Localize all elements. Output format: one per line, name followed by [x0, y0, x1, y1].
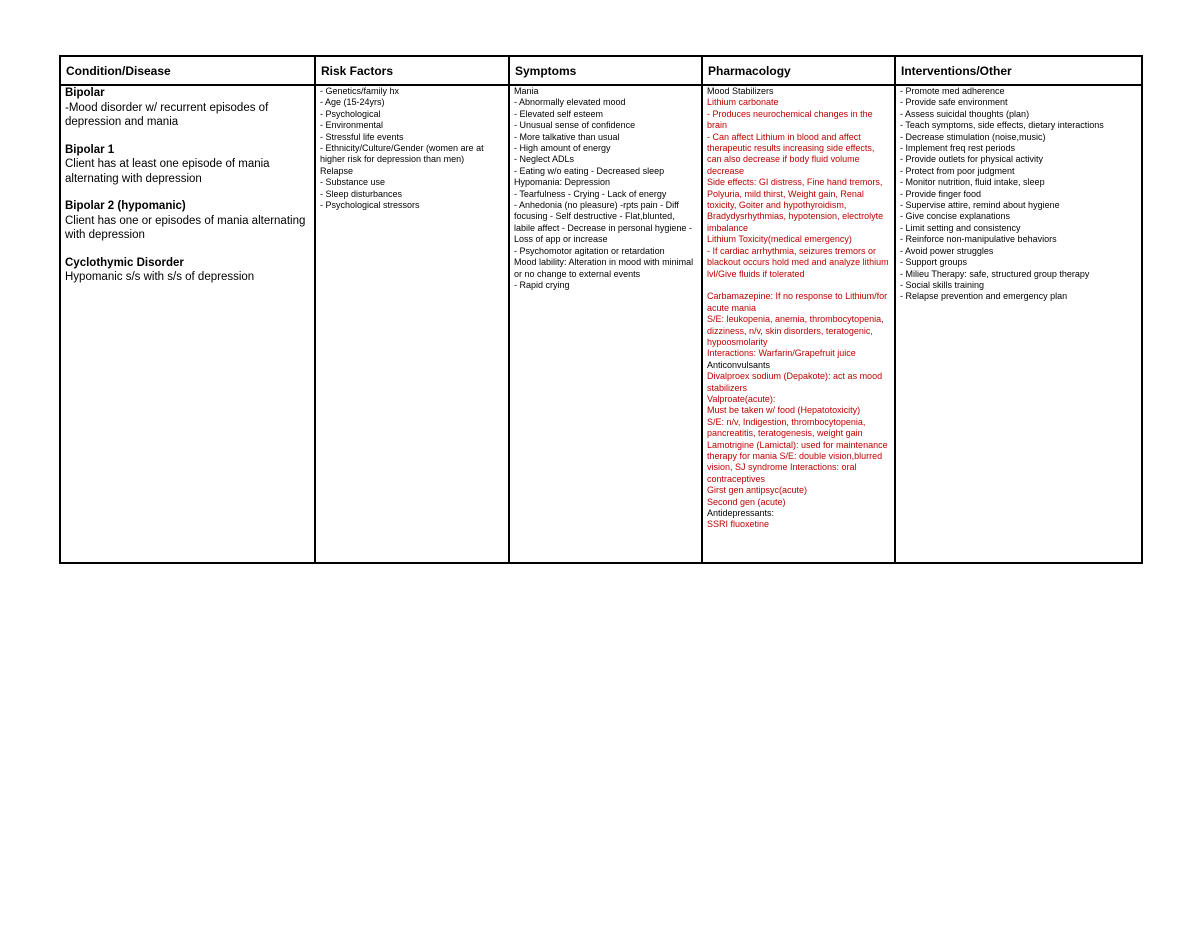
condition-desc: -Mood disorder w/ recurrent episodes of depression and mania [65, 101, 269, 128]
condition-cell [60, 85, 315, 563]
symptom-item: - Abnormally elevated mood [514, 97, 626, 108]
symptom-item: - Anhedonia (no pleasure) -rpts pain - Diff focusing - Self destructive - Flat,blunted, labile affect - Decrease in personal hygiene - Loss of app or increase [514, 200, 695, 245]
risk-factors-cell [315, 85, 509, 563]
symptom-item: - Unusual sense of confidence [514, 120, 636, 131]
condition-name: Bipolar [65, 87, 105, 99]
intervention-item: - Provide outlets for physical activity [900, 154, 1044, 165]
pharmacology-item: Second gen (acute) [707, 496, 786, 507]
pharmacology-item: Mood Stabilizers [707, 86, 774, 96]
condition-bipolar [65, 86, 310, 130]
interventions-list [900, 86, 1137, 303]
pharmacology-item: Interactions: Warfarin/Grapefruit juice [707, 348, 856, 359]
intervention-item: - Avoid power struggles [900, 245, 994, 256]
pharmacology-item: Divalproex sodium (Depakote): act as mood stabilizers [707, 371, 885, 393]
pharmacology-item: S/E: n/v, Indigestion, thrombocytopenia, pancreatitis, teratogenesis, weight gain [707, 416, 868, 439]
pharmacology-item: S/E: leukopenia, anemia, thrombocytopenia, dizziness, n/v, skin disorders, teratogenic, hypoosmolarity [707, 314, 887, 347]
symptom-item: - High amount of energy [514, 143, 611, 154]
intervention-item: - Teach symptoms, side effects, dietary interactions [900, 120, 1104, 131]
condition-desc: Client has one or episodes of mania alternating with depression [65, 214, 306, 241]
symptoms-list [514, 86, 697, 291]
risk-factor-item: - Psychological stressors [320, 200, 420, 211]
pharmacology-item: Anticonvulsants [707, 359, 771, 370]
risk-factor-item: - Ethnicity/Culture/Gender (women are at higher risk for depression than men) [320, 143, 487, 165]
symptom-item: Mania [514, 86, 539, 96]
content-row [60, 85, 1142, 563]
symptom-item: - Rapid crying [514, 279, 570, 290]
condition-bipolar-1 [65, 143, 310, 187]
intervention-item: - Relapse prevention and emergency plan [900, 291, 1068, 302]
symptom-item: - Elevated self esteem [514, 108, 604, 119]
condition-desc: Client has at least one episode of mania alternating with depression [65, 158, 270, 185]
condition-bipolar-2 [65, 199, 310, 243]
symptom-item: Mood lability: Alteration in mood with minimal or no change to external events [514, 257, 696, 279]
symptom-item: - Tearfulness - Crying - Lack of energy [514, 188, 667, 199]
pharmacology-item: Lamotrigine (Lamictal): used for maintenance therapy for mania S/E: double vision,blurred vision, SJ syndrome Interactions: oral contraceptives [707, 439, 891, 484]
intervention-item: - Promote med adherence [900, 86, 1005, 96]
pharmacology-item [707, 280, 890, 291]
intervention-item: - Protect from poor judgment [900, 165, 1015, 176]
risk-factor-item: - Genetics/family hx [320, 86, 400, 96]
pharmacology-cell [702, 85, 895, 563]
condition-name: Bipolar 1 [65, 143, 115, 156]
header-pharmacology: Pharmacology [702, 56, 895, 85]
pharmacology-item: Carbamazepine: If no response to Lithium/for acute mania [707, 291, 890, 313]
symptom-item: - Psychomotor agitation or retardation [514, 245, 665, 256]
interventions-cell [895, 85, 1142, 563]
intervention-item: - Monitor nutrition, fluid intake, sleep [900, 177, 1045, 188]
symptom-item: - More talkative than usual [514, 131, 620, 142]
condition-name: Bipolar 2 (hypomanic) [65, 200, 186, 212]
intervention-item: - Reinforce non-manipulative behaviors [900, 234, 1057, 245]
header-row [60, 56, 1142, 85]
pharmacology-item: Must be taken w/ food (Hepatotoxicity) [707, 405, 861, 416]
bipolar-summary-table [59, 55, 1143, 564]
condition-cyclothymic [65, 256, 310, 285]
pharmacology-item: Girst gen antipsyc(acute) [707, 485, 808, 496]
pharmacology-item: - Produces neurochemical changes in the brain [707, 108, 876, 131]
condition-name: Cyclothymic Disorder [65, 256, 184, 269]
pharmacology-item: - Can affect Lithium in blood and affect therapeutic results increasing side effects, can also decrease if body fluid volume decrease [707, 131, 877, 176]
risk-factor-item: - Stressful life events [320, 131, 404, 142]
intervention-item: - Provide finger food [900, 188, 982, 199]
pharmacology-item: - If cardiac arrhythmia, seizures tremors or blackout occurs hold med and analyze lithium lvl/Give fluids if tolerated [707, 245, 892, 279]
pharmacology-item: Lithium carbonate [707, 97, 779, 108]
pharmacology-item: Antidepressants: [707, 508, 775, 519]
intervention-item: - Social skills training [900, 279, 985, 290]
risk-factors-list [320, 86, 504, 211]
header-condition: Condition/Disease [60, 56, 315, 85]
intervention-item: - Supervise attire, remind about hygiene [900, 200, 1060, 211]
pharmacology-item: Lithium Toxicity(medical emergency) [707, 234, 852, 245]
intervention-item: - Implement freq rest periods [900, 143, 1016, 154]
pharmacology-list [707, 86, 890, 531]
symptom-item: - Eating w/o eating - Decreased sleep [514, 165, 665, 176]
pharmacology-item: SSRI fluoxetine [707, 519, 770, 530]
risk-factor-item: - Psychological [320, 108, 381, 119]
pharmacology-item: Valproate(acute): [707, 393, 776, 404]
header-symptoms: Symptoms [509, 56, 702, 85]
intervention-item: - Limit setting and consistency [900, 222, 1021, 233]
risk-factor-item: - Substance use [320, 177, 386, 188]
intervention-item: - Assess suicidal thoughts (plan) [900, 108, 1030, 119]
risk-factor-item: - Age (15-24yrs) [320, 97, 385, 108]
risk-factor-item: Relapse [320, 165, 354, 176]
intervention-item: - Provide safe environment [900, 97, 1008, 108]
risk-factor-item: - Sleep disturbances [320, 188, 403, 199]
symptoms-cell [509, 85, 702, 563]
intervention-item: - Milieu Therapy: safe, structured group therapy [900, 268, 1090, 279]
header-interventions: Interventions/Other [895, 56, 1142, 85]
header-risk-factors: Risk Factors [315, 56, 509, 85]
symptom-item: Hypomania: Depression [514, 177, 611, 188]
intervention-item: - Decrease stimulation (noise,music) [900, 131, 1046, 142]
intervention-item: - Support groups [900, 257, 968, 268]
symptom-item: - Neglect ADLs [514, 154, 575, 165]
intervention-item: - Give concise explanations [900, 211, 1011, 222]
pharmacology-item: Side effects: GI distress, Fine hand tremors, Polyuria, mild thirst, Weight gain, Renal toxicity, Goiter and hypothyroidism, Bradydysrhythmias, hypotension, electrolyte imbalance [707, 177, 886, 233]
risk-factor-item: - Environmental [320, 120, 384, 131]
condition-desc: Hypomanic s/s with s/s of depression [65, 271, 255, 283]
